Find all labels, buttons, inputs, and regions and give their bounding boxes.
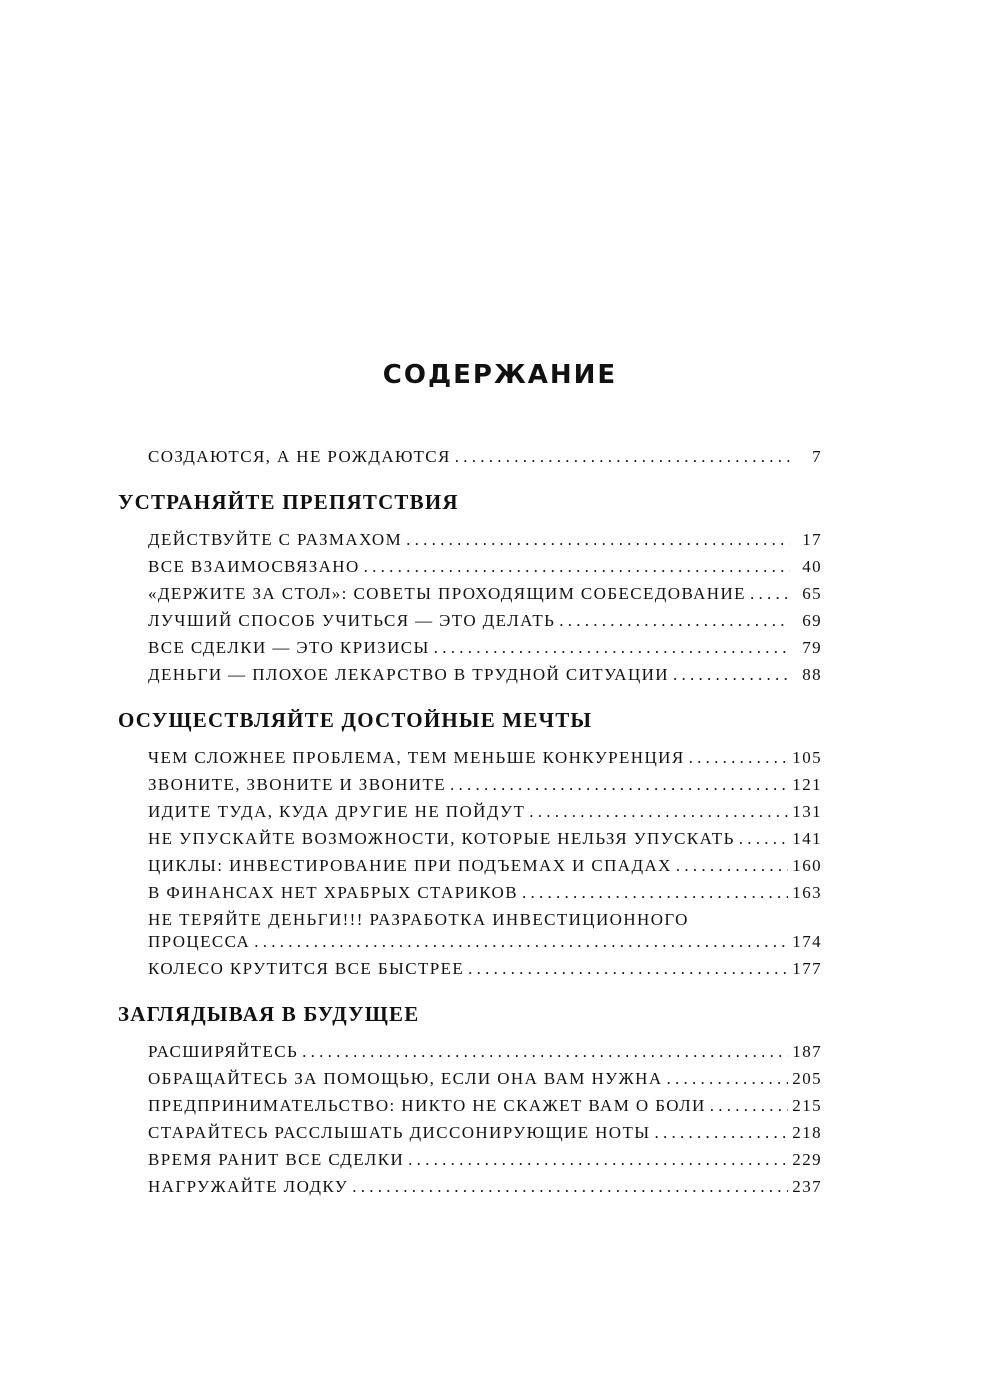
toc-entry-intro[interactable]: [148, 446, 822, 468]
toc-entry-label: ЛУЧШИЙ СПОСОБ УЧИТЬСЯ — ЭТО ДЕЛАТЬ: [148, 611, 556, 630]
dot-leader: [673, 664, 790, 686]
dot-leader: [559, 610, 790, 632]
dot-leader: [364, 556, 790, 578]
toc-entry[interactable]: [148, 801, 822, 823]
toc-entry-page: 229: [792, 1150, 822, 1169]
toc-entry[interactable]: [148, 610, 822, 632]
toc-entry[interactable]: [148, 1095, 822, 1117]
toc-entry-page: 141: [792, 829, 822, 848]
toc-entry-page: 215: [792, 1096, 822, 1115]
toc-entry[interactable]: [148, 828, 822, 850]
toc-entry-label: КОЛЕСО КРУТИТСЯ ВСЕ БЫСТРЕЕ: [148, 959, 465, 978]
toc-entry-page: 187: [792, 1042, 822, 1061]
toc-entry-page: 177: [792, 959, 822, 978]
page-title: СОДЕРЖАНИЕ: [382, 360, 618, 391]
dot-leader: [408, 1149, 788, 1171]
toc-entry-label: РАСШИРЯЙТЕСЬ: [148, 1042, 299, 1061]
toc-entry-label: ВСЕ ВЗАИМОСВЯЗАНО: [148, 557, 360, 576]
toc-entry[interactable]: [148, 855, 822, 877]
toc-entry-page: 205: [792, 1069, 822, 1088]
toc-entry[interactable]: [148, 1068, 822, 1090]
toc-entry[interactable]: [148, 909, 822, 953]
toc-entry-label: «ДЕРЖИТЕ ЗА СТОЛ»: СОВЕТЫ ПРОХОДЯЩИМ СОБЕСЕДОВАНИЕ: [148, 584, 746, 603]
toc-entry-page: 79: [802, 638, 822, 657]
toc-entry-label: ВРЕМЯ РАНИТ ВСЕ СДЕЛКИ: [148, 1150, 405, 1169]
dot-leader: [450, 774, 788, 796]
toc-entry-page: 131: [792, 802, 822, 821]
toc-entry-page: 160: [792, 856, 822, 875]
dot-leader: [667, 1068, 789, 1090]
dot-leader: [739, 828, 789, 850]
dot-leader: [254, 931, 788, 953]
toc-entry-label: ПРЕДПРИНИМАТЕЛЬСТВО: НИКТО НЕ СКАЖЕТ ВАМ О БОЛИ: [148, 1096, 706, 1115]
toc-entry[interactable]: [148, 774, 822, 796]
toc-entry-page: 174: [792, 932, 822, 951]
toc-entry[interactable]: [148, 1149, 822, 1171]
dot-leader: [522, 882, 788, 904]
toc-entry-page: 88: [802, 665, 822, 684]
toc-entry-label: ЦИКЛЫ: ИНВЕСТИРОВАНИЕ ПРИ ПОДЪЕМАХ И СПАДАХ: [148, 856, 672, 875]
toc-entry-page: 69: [802, 611, 822, 630]
toc-entry-page: 105: [792, 748, 822, 767]
toc-entry-label: ОБРАЩАЙТЕСЬ ЗА ПОМОЩЬЮ, ЕСЛИ ОНА ВАМ НУЖНА: [148, 1069, 663, 1088]
toc-entry-page: 7: [812, 447, 822, 466]
toc-entry-label: СТАРАЙТЕСЬ РАССЛЫШАТЬ ДИССОНИРУЮЩИЕ НОТЫ: [148, 1123, 651, 1142]
toc-entry-label: ИДИТЕ ТУДА, КУДА ДРУГИЕ НЕ ПОЙДУТ: [148, 802, 526, 821]
toc-entry-page: 40: [802, 557, 822, 576]
dot-leader: [406, 529, 790, 551]
toc-entry-label: НЕ УПУСКАЙТЕ ВОЗМОЖНОСТИ, КОТОРЫЕ НЕЛЬЗЯ УПУСКАТЬ: [148, 829, 735, 848]
toc-entry-label: ДЕНЬГИ — ПЛОХОЕ ЛЕКАРСТВО В ТРУДНОЙ СИТУАЦИИ: [148, 665, 669, 684]
toc-entry[interactable]: [148, 882, 822, 904]
dot-leader: [529, 801, 788, 823]
toc-entry-page: 121: [792, 775, 822, 794]
toc-entry-label: ЧЕМ СЛОЖНЕЕ ПРОБЛЕМА, ТЕМ МЕНЬШЕ КОНКУРЕНЦИЯ: [148, 748, 685, 767]
dot-leader: [689, 747, 789, 769]
dot-leader: [655, 1122, 789, 1144]
toc-entry-page: 237: [792, 1177, 822, 1196]
dot-leader: [468, 958, 788, 980]
toc-entry-label: НАГРУЖАЙТЕ ЛОДКУ: [148, 1177, 349, 1196]
dot-leader: [750, 583, 790, 605]
toc-entry-page: 17: [802, 530, 822, 549]
toc-entry-page: 65: [802, 584, 822, 603]
toc-entry-label: ПРОЦЕССА: [148, 932, 251, 951]
toc-entry-label: ВСЕ СДЕЛКИ — ЭТО КРИЗИСЫ: [148, 638, 430, 657]
dot-leader: [434, 637, 790, 659]
toc-entry[interactable]: [148, 637, 822, 659]
dot-leader: [676, 855, 788, 877]
toc-entry-label: ДЕЙСТВУЙТЕ С РАЗМАХОМ: [148, 530, 403, 549]
section-heading: ОСУЩЕСТВЛЯЙТЕ ДОСТОЙНЫЕ МЕЧТЫ: [118, 708, 593, 732]
toc-entry[interactable]: [148, 556, 822, 578]
section-heading: УСТРАНЯЙТЕ ПРЕПЯТСТВИЯ: [118, 490, 459, 514]
toc-entry-label: СОЗДАЮТСЯ, А НЕ РОЖДАЮТСЯ: [148, 447, 451, 466]
toc-entry[interactable]: [148, 664, 822, 686]
dot-leader: [455, 446, 790, 468]
toc-entry-page: 163: [792, 883, 822, 902]
table-of-contents: [118, 446, 828, 1203]
dot-leader: [352, 1176, 788, 1198]
toc-entry-label-line1: НЕ ТЕРЯЙТЕ ДЕНЬГИ!!! РАЗРАБОТКА ИНВЕСТИЦИОННОГО: [148, 910, 689, 929]
toc-entry-label: ЗВОНИТЕ, ЗВОНИТЕ И ЗВОНИТЕ: [148, 775, 447, 794]
toc-entry[interactable]: [148, 583, 822, 605]
toc-entry[interactable]: [148, 1041, 822, 1063]
toc-entry[interactable]: [148, 529, 822, 551]
toc-entry[interactable]: [148, 958, 822, 980]
section-heading: ЗАГЛЯДЫВАЯ В БУДУЩЕЕ: [118, 1002, 420, 1026]
dot-leader: [302, 1041, 788, 1063]
toc-entry[interactable]: [148, 747, 822, 769]
toc-entry-label: В ФИНАНСАХ НЕТ ХРАБРЫХ СТАРИКОВ: [148, 883, 518, 902]
toc-entry[interactable]: [148, 1176, 822, 1198]
toc-entry[interactable]: [148, 1122, 822, 1144]
toc-entry-page: 218: [792, 1123, 822, 1142]
dot-leader: [710, 1095, 789, 1117]
